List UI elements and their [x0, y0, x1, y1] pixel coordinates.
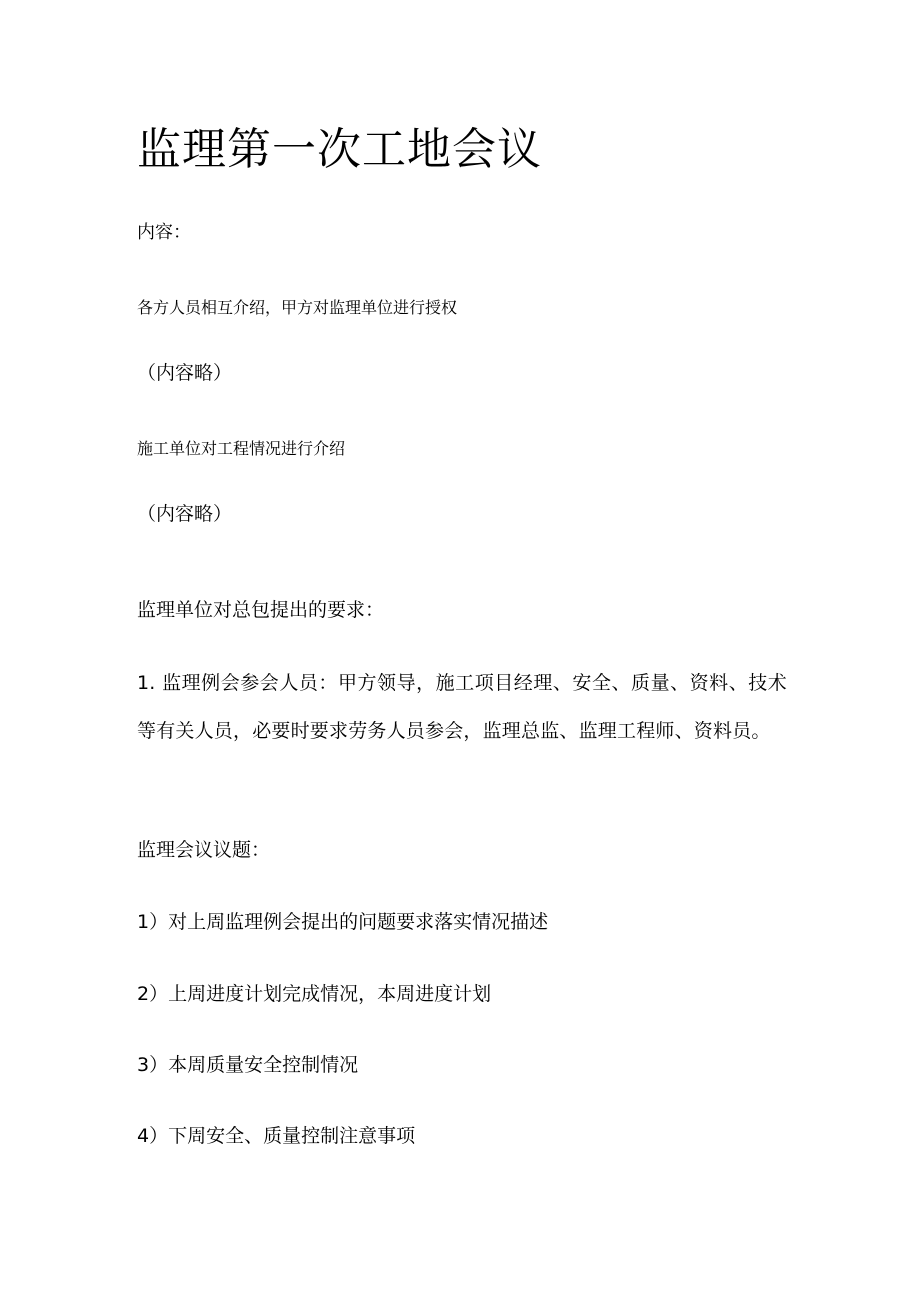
- document-title: 监理第一次工地会议: [137, 124, 542, 175]
- construction-item: 施工单位对工程情况进行介绍: [137, 439, 346, 458]
- content-label: 内容：: [137, 222, 191, 243]
- intro-item: 各方人员相互介绍，甲方对监理单位进行授权: [137, 298, 458, 317]
- agenda-item-2: 2）上周进度计划完成情况，本周进度计划: [137, 983, 492, 1005]
- omitted-note-2: （内容略）: [137, 503, 233, 525]
- agenda-item-3: 3）本周质量安全控制情况: [137, 1054, 359, 1076]
- omitted-note-1: （内容略）: [137, 362, 233, 384]
- agenda-item-4: 4）下周安全、质量控制注意事项: [137, 1125, 416, 1147]
- agenda-heading: 监理会议议题：: [137, 839, 271, 861]
- requirement-1: 1. 监理例会参会人员：甲方领导，施工项目经理、安全、质量、资料、技术等有关人员，必要时要求劳务人员参会，监理总监、监理工程师、资料员。: [137, 672, 787, 742]
- agenda-item-1: 1）对上周监理例会提出的问题要求落实情况描述: [137, 911, 549, 933]
- requirements-heading: 监理单位对总包提出的要求：: [137, 599, 385, 621]
